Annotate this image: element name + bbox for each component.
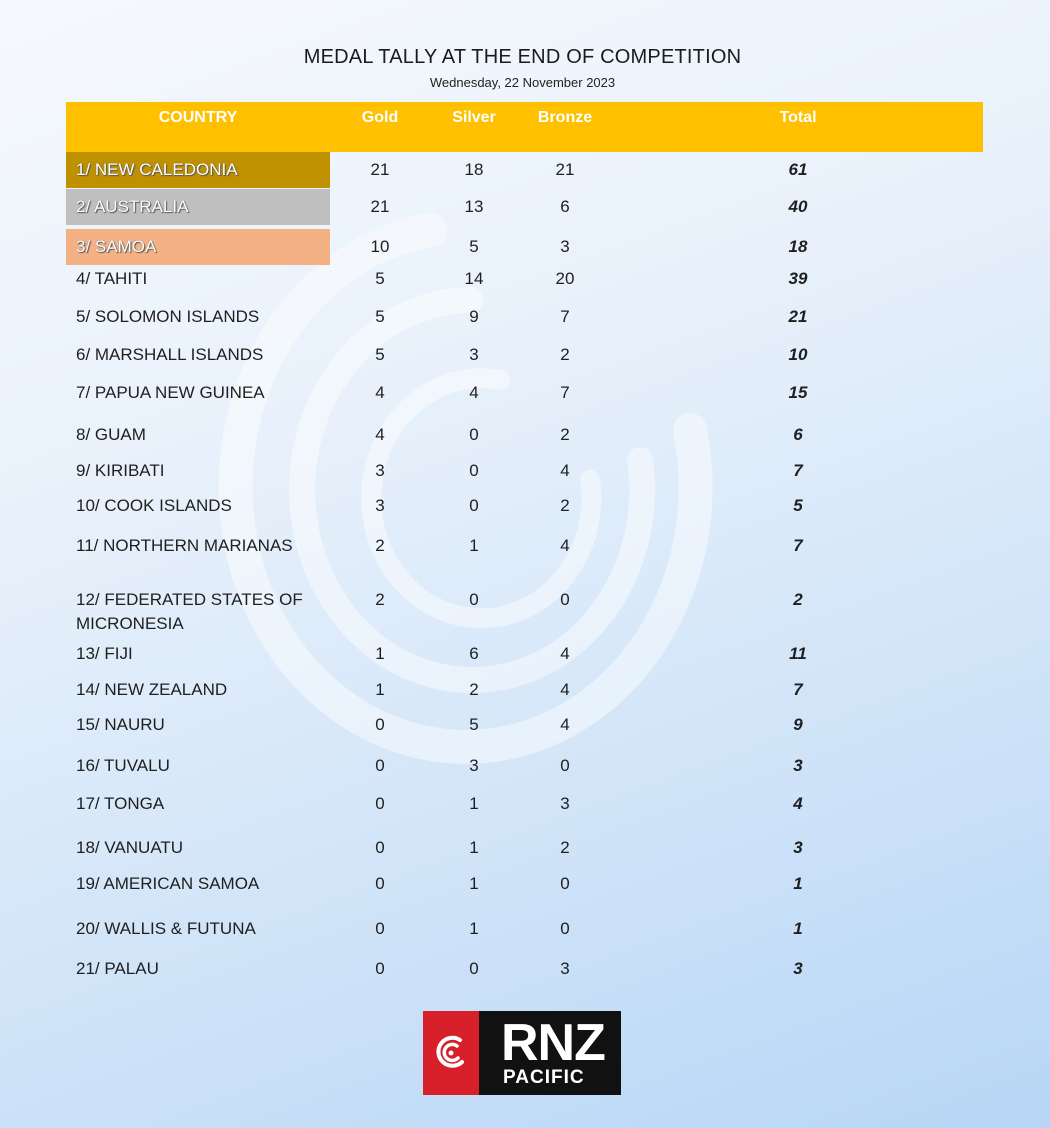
total-count: 1 xyxy=(793,874,803,893)
total-count: 3 xyxy=(793,756,803,775)
silver-count: 1 xyxy=(469,536,479,555)
total-count: 9 xyxy=(793,715,803,734)
silver-count: 0 xyxy=(469,461,479,480)
gold-count: 1 xyxy=(375,680,385,699)
country-name: 21/ PALAU xyxy=(76,959,159,978)
country-name: 14/ NEW ZEALAND xyxy=(76,680,228,699)
silver-count: 1 xyxy=(469,838,479,857)
silver-count: 5 xyxy=(469,237,479,256)
gold-count: 4 xyxy=(375,383,385,402)
country-name: 20/ WALLIS & FUTUNA xyxy=(76,919,256,938)
country-name: 19/ AMERICAN SAMOA xyxy=(76,874,260,893)
total-count: 10 xyxy=(788,345,808,364)
bronze-count: 20 xyxy=(555,269,575,288)
total-count: 6 xyxy=(793,425,803,444)
header-bronze: Bronze xyxy=(537,109,593,126)
country-name: 10/ COOK ISLANDS xyxy=(76,496,232,515)
gold-count: 3 xyxy=(375,461,385,480)
header-total: Total xyxy=(779,109,817,126)
bronze-count: 4 xyxy=(560,536,570,555)
country-name: 15/ NAURU xyxy=(76,715,165,734)
gold-count: 0 xyxy=(375,919,385,938)
bronze-count: 4 xyxy=(560,461,570,480)
silver-count: 13 xyxy=(464,197,484,216)
silver-count: 5 xyxy=(469,715,479,734)
bronze-count: 0 xyxy=(560,756,570,775)
bronze-count: 4 xyxy=(560,715,570,734)
total-count: 15 xyxy=(788,383,808,402)
bronze-count: 0 xyxy=(560,874,570,893)
gold-count: 0 xyxy=(375,959,385,978)
total-count: 1 xyxy=(793,919,803,938)
country-name: 7/ PAPUA NEW GUINEA xyxy=(76,383,265,402)
total-count: 18 xyxy=(788,237,808,256)
header-silver: Silver xyxy=(452,109,496,126)
gold-count: 4 xyxy=(375,425,385,444)
country-name: 11/ NORTHERN MARIANAS xyxy=(76,536,293,555)
bronze-count: 2 xyxy=(560,838,570,857)
gold-count: 5 xyxy=(375,307,385,326)
total-count: 61 xyxy=(788,160,808,179)
silver-count: 4 xyxy=(469,383,479,402)
logo-text: RNZ xyxy=(501,1014,605,1072)
gold-count: 3 xyxy=(375,496,385,515)
total-count: 7 xyxy=(793,536,803,555)
gold-count: 5 xyxy=(375,345,385,364)
page-title: MEDAL TALLY AT THE END OF COMPETITION xyxy=(303,46,742,68)
logo-subtext: PACIFIC xyxy=(503,1067,585,1088)
gold-count: 2 xyxy=(375,536,385,555)
gold-count: 5 xyxy=(375,269,385,288)
gold-count: 0 xyxy=(375,756,385,775)
total-count: 7 xyxy=(793,461,803,480)
silver-count: 0 xyxy=(469,425,479,444)
silver-count: 3 xyxy=(469,345,479,364)
total-count: 2 xyxy=(793,590,803,609)
bronze-count: 6 xyxy=(560,197,570,216)
silver-count: 1 xyxy=(469,794,479,813)
bronze-count: 2 xyxy=(560,425,570,444)
gold-count: 21 xyxy=(370,197,390,216)
bronze-count: 3 xyxy=(560,959,570,978)
country-name: 17/ TONGA xyxy=(76,794,165,813)
bronze-count: 3 xyxy=(560,237,570,256)
country-name: 4/ TAHITI xyxy=(76,269,148,288)
bronze-count: 2 xyxy=(560,496,570,515)
gold-count: 2 xyxy=(375,590,385,609)
country-name: 5/ SOLOMON ISLANDS xyxy=(76,307,260,326)
total-count: 5 xyxy=(793,496,803,515)
bronze-count: 7 xyxy=(560,307,570,326)
table-header xyxy=(66,102,983,152)
header-country: COUNTRY xyxy=(158,109,238,126)
country-name: 18/ VANUATU xyxy=(76,838,184,857)
bronze-count: 2 xyxy=(560,345,570,364)
gold-count: 0 xyxy=(375,715,385,734)
silver-count: 18 xyxy=(464,160,484,179)
country-name: 8/ GUAM xyxy=(76,425,146,444)
country-name: 2/ AUSTRALIA xyxy=(66,189,330,225)
silver-count: 0 xyxy=(469,590,479,609)
country-name: 6/ MARSHALL ISLANDS xyxy=(76,345,264,364)
page-subtitle: Wednesday, 22 November 2023 xyxy=(429,75,616,90)
total-count: 39 xyxy=(788,269,808,288)
country-name: 12/ FEDERATED STATES OF MICRONESIA xyxy=(76,590,303,633)
country-name: 1/ NEW CALEDONIA xyxy=(66,152,330,188)
gold-count: 10 xyxy=(370,237,390,256)
silver-count: 9 xyxy=(469,307,479,326)
country-name: 16/ TUVALU xyxy=(76,756,170,775)
total-count: 40 xyxy=(788,197,808,216)
total-count: 4 xyxy=(793,794,803,813)
gold-count: 0 xyxy=(375,838,385,857)
gold-count: 0 xyxy=(375,794,385,813)
country-name: 13/ FIJI xyxy=(76,644,133,663)
country-name: 3/ SAMOA xyxy=(66,229,330,265)
gold-count: 21 xyxy=(370,160,390,179)
bronze-count: 0 xyxy=(560,919,570,938)
silver-count: 2 xyxy=(469,680,479,699)
total-count: 7 xyxy=(793,680,803,699)
total-count: 11 xyxy=(789,644,807,663)
bronze-count: 7 xyxy=(560,383,570,402)
rnz-pacific-logo xyxy=(423,1011,621,1095)
total-count: 3 xyxy=(793,838,803,857)
silver-count: 6 xyxy=(469,644,479,663)
silver-count: 1 xyxy=(469,919,479,938)
bronze-count: 4 xyxy=(560,680,570,699)
rnz-swirl-icon xyxy=(423,1011,479,1095)
gold-count: 0 xyxy=(375,874,385,893)
silver-count: 14 xyxy=(464,269,484,288)
country-name: 9/ KIRIBATI xyxy=(76,461,165,480)
silver-count: 1 xyxy=(469,874,479,893)
total-count: 21 xyxy=(788,307,808,326)
bronze-count: 0 xyxy=(560,590,570,609)
total-count: 3 xyxy=(793,959,803,978)
header-gold: Gold xyxy=(361,109,399,126)
silver-count: 3 xyxy=(469,756,479,775)
bronze-count: 21 xyxy=(555,160,575,179)
bronze-count: 4 xyxy=(560,644,570,663)
bronze-count: 3 xyxy=(560,794,570,813)
silver-count: 0 xyxy=(469,496,479,515)
gold-count: 1 xyxy=(375,644,385,663)
silver-count: 0 xyxy=(469,959,479,978)
